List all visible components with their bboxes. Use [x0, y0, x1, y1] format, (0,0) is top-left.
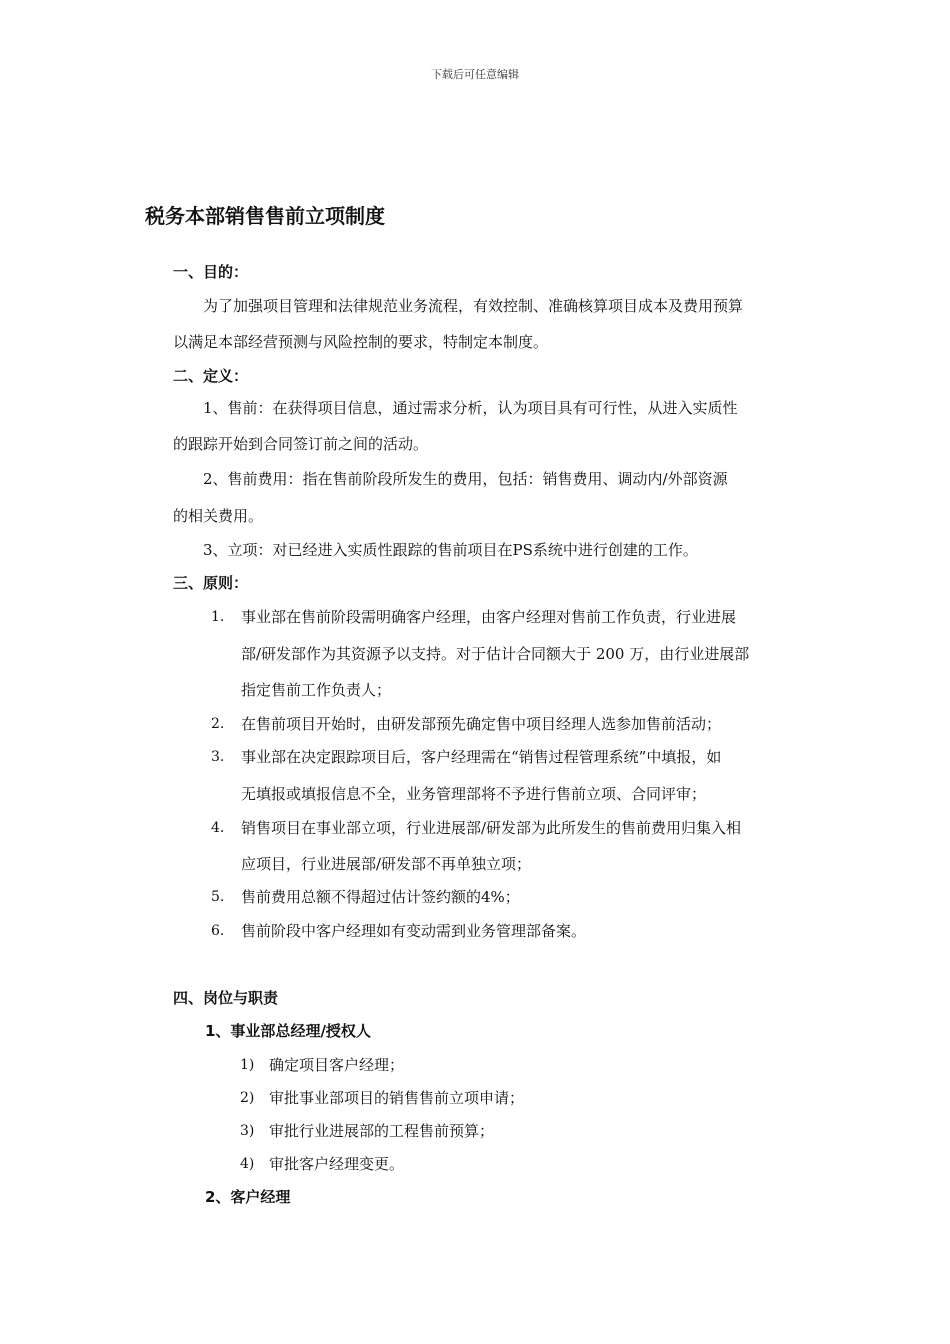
definition-line: 3、立项：对已经进入实质性跟踪的售前项目在PS系统中进行创建的工作。 [203, 541, 698, 559]
principle-line: 销售项目在事业部立项，行业进展部/研发部为此所发生的售前费用归集入相 [241, 819, 742, 837]
section-heading-purpose: 一、目的： [173, 263, 249, 281]
role-item-number: 1) [240, 1057, 255, 1073]
definition-line: 1、售前：在获得项目信息，通过需求分析，认为项目具有可行性，从进入实质性 [203, 399, 738, 417]
principle-line: 在售前项目开始时，由研发部预先确定售中项目经理人选参加售前活动； [241, 715, 722, 733]
purpose-line: 以满足本部经营预测与风险控制的要求，特制定本制度。 [173, 333, 549, 351]
role-item-number: 4) [240, 1156, 255, 1172]
definition-line: 的相关费用。 [173, 507, 264, 525]
principle-number: 4. [211, 820, 225, 836]
principle-number: 5. [211, 889, 225, 905]
section-heading-principles: 三、原则： [173, 574, 249, 592]
role-item-number: 2) [240, 1090, 255, 1106]
role-item-text: 审批客户经理变更。 [269, 1155, 405, 1173]
definition-line: 的跟踪开始到合同签订前之间的活动。 [173, 435, 429, 453]
principle-line: 事业部在售前阶段需明确客户经理，由客户经理对售前工作负责，行业进展 [241, 608, 737, 626]
subsection-heading-gm: 1、事业部总经理/授权人 [205, 1022, 371, 1040]
principle-line: 部/研发部作为其资源予以支持。对于估计合同额大于 200 万，由行业进展部 [241, 645, 750, 663]
principle-line: 事业部在决定跟踪项目后，客户经理需在“销售过程管理系统”中填报，如 [241, 748, 722, 766]
role-item-text: 确定项目客户经理； [269, 1056, 405, 1074]
section-heading-definition: 二、定义： [173, 367, 249, 385]
definition-line: 2、售前费用：指在售前阶段所发生的费用，包括：销售费用、调动内/外部资源 [203, 470, 728, 488]
role-item-text: 审批行业进展部的工程售前预算； [269, 1122, 495, 1140]
principle-line: 售前阶段中客户经理如有变动需到业务管理部备案。 [241, 922, 587, 940]
subsection-heading-account-manager: 2、客户经理 [205, 1188, 291, 1206]
role-item-text: 审批事业部项目的销售售前立项申请； [269, 1089, 525, 1107]
principle-number: 2. [211, 716, 225, 732]
document-title: 税务本部销售售前立项制度 [145, 204, 385, 228]
section-heading-roles: 四、岗位与职责 [173, 989, 279, 1007]
principle-number: 3. [211, 749, 225, 765]
principle-line: 应项目，行业进展部/研发部不再单独立项； [241, 855, 532, 873]
role-item-number: 3) [240, 1123, 255, 1139]
header-note: 下载后可任意编辑 [431, 68, 519, 81]
principle-number: 6. [211, 923, 225, 939]
principle-number: 1. [211, 609, 225, 625]
principle-line: 售前费用总额不得超过估计签约额的4%； [241, 888, 520, 906]
purpose-line: 为了加强项目管理和法律规范业务流程，有效控制、准确核算项目成本及费用预算 [203, 297, 744, 315]
principle-line: 指定售前工作负责人； [241, 681, 392, 699]
principle-line: 无填报或填报信息不全，业务管理部将不予进行售前立项、合同评审； [241, 785, 707, 803]
